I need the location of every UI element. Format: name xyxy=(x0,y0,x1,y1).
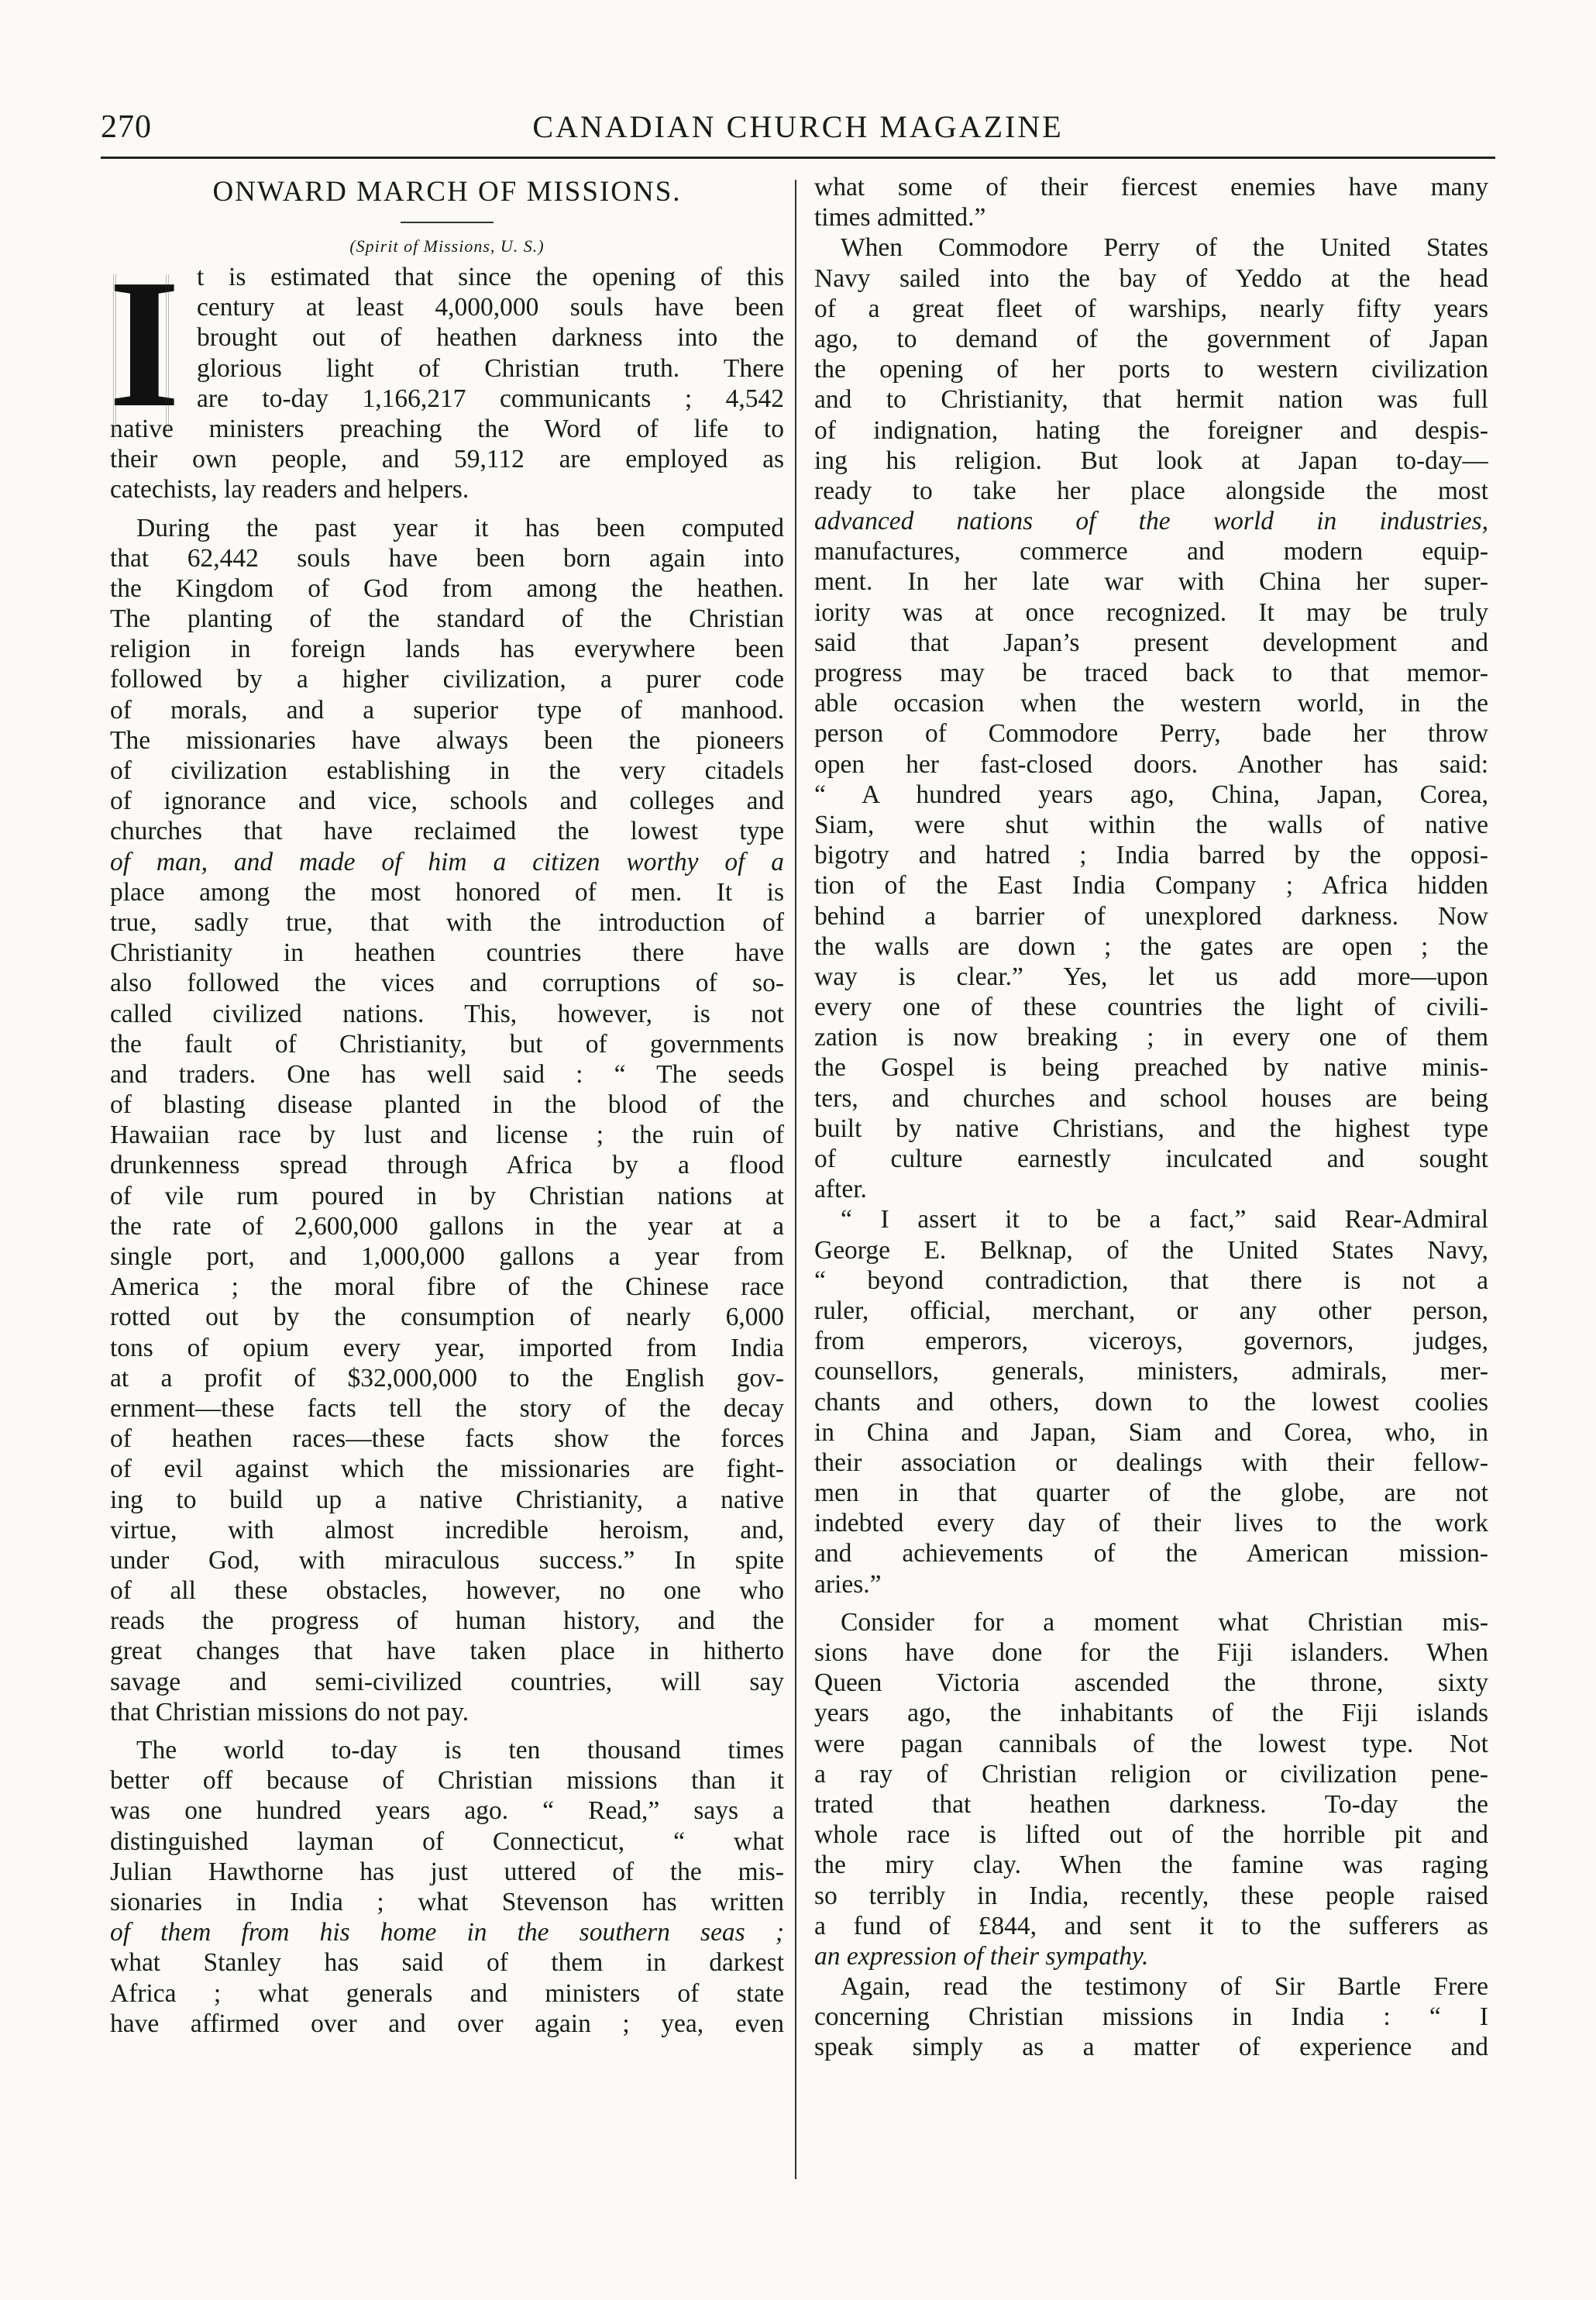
text-line: the Gospel is being preached by native minis- xyxy=(814,1053,1488,1083)
text-line: men in that quarter of the globe, are not xyxy=(814,1479,1488,1508)
text-line: every one of these countries the light of civili- xyxy=(814,993,1488,1022)
text-line: and to Christianity, that hermit nation was full xyxy=(814,385,1488,415)
drop-cap-letter: I xyxy=(108,242,181,446)
right-column xyxy=(814,172,1488,2063)
header-rule xyxy=(101,157,1495,159)
text-line: progress may be traced back to that memor- xyxy=(814,659,1488,687)
text-line: said that Japan’s present development and xyxy=(814,628,1488,657)
text-line: Siam, were shut within the walls of native xyxy=(814,810,1488,839)
text-line: after. xyxy=(814,1175,867,1204)
page-header xyxy=(101,108,1495,155)
text-line: great changes that have taken place in hitherto xyxy=(110,1637,784,1666)
text-line: were pagan cannibals of the lowest type. Not xyxy=(814,1729,1488,1758)
text-line: built by native Christians, and the highest type xyxy=(814,1114,1488,1143)
text-line: native ministers preaching the Word of life to xyxy=(110,414,784,443)
text-line: a fund of £844, and sent it to the sufferers as xyxy=(814,1911,1488,1940)
text-line: a ray of Christian religion or civilization pene- xyxy=(814,1759,1488,1789)
text-line: of a great fleet of warships, nearly fifty years xyxy=(814,294,1488,323)
right-column-text xyxy=(814,172,1488,2063)
text-line: century at least 4,000,000 souls have been xyxy=(197,293,784,322)
text-line: of all these obstacles, however, no one who xyxy=(110,1576,784,1606)
text-line: years ago, the inhabitants of the Fiji islands xyxy=(814,1699,1488,1728)
text-line: are to-day 1,166,217 communicants ; 4,542 xyxy=(197,384,784,413)
text-line: the opening of her ports to western civilization xyxy=(814,355,1488,384)
text-line: what some of their fiercest enemies have many xyxy=(814,173,1488,201)
text-line: their own people, and 59,112 are employed as xyxy=(110,445,784,474)
text-line: so terribly in India, recently, these people raised xyxy=(814,1881,1488,1910)
text-line: of morals, and a superior type of manhood. xyxy=(110,695,784,725)
left-column-text xyxy=(110,262,784,2039)
text-line: of vile rum poured in by Christian nations at xyxy=(110,1181,784,1210)
text-line: that Christian missions do not pay. xyxy=(110,1697,470,1727)
text-line: able occasion when the western world, in the xyxy=(814,689,1488,718)
text-line: also followed the vices and corruptions of so- xyxy=(110,969,784,998)
text-line: “ I assert it to be a fact,” said Rear-Admiral xyxy=(841,1205,1488,1234)
text-line: trated that heathen darkness. To-day the xyxy=(814,1789,1488,1819)
text-line: of them from his home in the southern seas ; xyxy=(110,1918,784,1947)
text-line: times admitted.” xyxy=(814,203,986,232)
text-line: glorious light of Christian truth. There xyxy=(197,353,784,383)
text-line: Consider for a moment what Christian mis- xyxy=(841,1607,1488,1637)
text-line: t is estimated that since the opening of this xyxy=(197,263,784,291)
running-title: CANADIAN CHURCH MAGAZINE xyxy=(532,109,1064,144)
text-line: have affirmed over and over again ; yea, even xyxy=(110,2009,784,2038)
text-line: called civilized nations. This, however, is not xyxy=(110,999,784,1028)
drop-cap-ornament-icon xyxy=(113,274,169,433)
text-line: Navy sailed into the bay of Yeddo at the head xyxy=(814,263,1488,293)
text-line: catechists, lay readers and helpers. xyxy=(110,475,470,504)
text-line: “ beyond contradiction, that there is not a xyxy=(814,1265,1488,1295)
text-line: single port, and 1,000,000 gallons a year from xyxy=(110,1242,784,1271)
text-line: in China and Japan, Siam and Corea, who, in xyxy=(814,1417,1488,1447)
drop-cap xyxy=(108,242,181,446)
article-title: ONWARD MARCH OF MISSIONS. xyxy=(212,176,682,208)
text-line: zation is now breaking ; in every one of them xyxy=(814,1023,1488,1052)
text-line: brought out of heathen darkness into the xyxy=(197,323,784,353)
text-line: “ A hundred years ago, China, Japan, Corea, xyxy=(814,780,1488,809)
text-line: of heathen races—these facts show the forces xyxy=(110,1424,784,1454)
text-line: tons of opium every year, imported from India xyxy=(110,1333,784,1362)
text-line: America ; the moral fibre of the Chinese race xyxy=(110,1272,784,1302)
text-line: bigotry and hatred ; India barred by the opposi- xyxy=(814,841,1488,870)
text-line: religion in foreign lands has everywhere been xyxy=(110,635,784,664)
text-line: ago, to demand of the government of Japan xyxy=(814,324,1488,353)
text-line: what Stanley has said of them in darkest xyxy=(110,1948,784,1978)
text-line: Queen Victoria ascended the throne, sixty xyxy=(814,1668,1488,1698)
text-line: Hawaiian race by lust and license ; the ruin of xyxy=(110,1121,784,1150)
text-line: Julian Hawthorne has just uttered of the mis- xyxy=(110,1857,784,1886)
text-line: an expression of their sympathy. xyxy=(814,1941,1149,1971)
text-line: of evil against which the missionaries are fight- xyxy=(110,1455,784,1484)
text-line: place among the most honored of men. It is xyxy=(110,877,784,907)
paragraph-gap xyxy=(814,1599,1488,1607)
text-line: ernment—these facts tell the story of the decay xyxy=(110,1393,784,1423)
text-line: speak simply as a matter of experience and xyxy=(814,2033,1488,2062)
text-line: ing his religion. But look at Japan to-day— xyxy=(814,446,1488,475)
text-line: savage and semi-civilized countries, will say xyxy=(110,1667,784,1696)
text-line: rotted out by the consumption of nearly 6,000 xyxy=(110,1303,784,1332)
text-line: of blasting disease planted in the blood of the xyxy=(110,1090,784,1120)
text-line: better off because of Christian missions than it xyxy=(110,1766,784,1796)
text-line: that 62,442 souls have been born again into xyxy=(110,543,784,573)
text-line: ing to build up a native Christianity, a native xyxy=(110,1485,784,1514)
text-line: of indignation, hating the foreigner and despis- xyxy=(814,415,1488,445)
text-line: the Kingdom of God from among the heathen. xyxy=(110,573,784,603)
text-line: During the past year it has been computed xyxy=(136,513,784,542)
text-line: open her fast-closed doors. Another has said: xyxy=(814,749,1488,779)
text-line: at a profit of $32,000,000 to the English gov- xyxy=(110,1363,784,1393)
text-line: concerning Christian missions in India : “ I xyxy=(814,2002,1488,2032)
text-line: the fault of Christianity, but of governments xyxy=(110,1029,784,1059)
paragraph-gap xyxy=(110,505,784,513)
text-line: The missionaries have always been the pioneers xyxy=(110,725,784,755)
article-attribution: (Spirit of Missions, U. S.) xyxy=(349,236,545,256)
text-line: reads the progress of human history, and the xyxy=(110,1606,784,1636)
text-line: sions have done for the Fiji islanders. When xyxy=(814,1638,1488,1667)
text-line: manufactures, commerce and modern equip- xyxy=(814,537,1488,566)
text-line: the walls are down ; the gates are open ; the xyxy=(814,931,1488,961)
text-line: of civilization establishing in the very citadels xyxy=(110,756,784,785)
text-line: Christianity in heathen countries there have xyxy=(110,938,784,968)
text-line: of man, and made of him a citizen worthy of a xyxy=(110,847,784,876)
paragraph-gap xyxy=(110,1727,784,1735)
column-divider xyxy=(795,180,796,2179)
text-line: the rate of 2,600,000 gallons in the year at a xyxy=(110,1211,784,1241)
page-number: 270 xyxy=(101,109,152,145)
text-line: of ignorance and vice, schools and colleges and xyxy=(110,787,784,816)
text-line: indebted every day of their lives to the work xyxy=(814,1509,1488,1538)
text-line: the miry clay. When the famine was raging xyxy=(814,1851,1488,1880)
text-line: The planting of the standard of the Christian xyxy=(110,604,784,634)
text-line: of culture earnestly inculcated and sought xyxy=(814,1145,1488,1173)
text-line: counsellors, generals, ministers, admirals, mer- xyxy=(814,1357,1488,1386)
text-line: aries.” xyxy=(814,1569,882,1599)
text-line: iority was at once recognized. It may be truly xyxy=(814,597,1488,627)
text-line: under God, with miraculous success.” In spite xyxy=(110,1545,784,1575)
title-rule xyxy=(401,222,494,223)
text-line: followed by a higher civilization, a purer code xyxy=(110,665,784,694)
text-line: churches that have reclaimed the lowest type xyxy=(110,817,784,846)
left-column xyxy=(110,172,784,2039)
text-line: George E. Belknap, of the United States Navy, xyxy=(814,1235,1488,1265)
text-line: sionaries in India ; what Stevenson has written xyxy=(110,1887,784,1916)
text-line: behind a barrier of unexplored darkness. Now xyxy=(814,901,1488,931)
text-line: and traders. One has well said : “ The seeds xyxy=(110,1059,784,1089)
text-line: tion of the East India Company ; Africa hidden xyxy=(814,871,1488,900)
text-line: ment. In her late war with China her super- xyxy=(814,567,1488,597)
text-line: whole race is lifted out of the horrible pit and xyxy=(814,1820,1488,1850)
text-line: advanced nations of the world in industries, xyxy=(814,507,1488,536)
text-line: ters, and churches and school houses are being xyxy=(814,1083,1488,1113)
text-line: distinguished layman of Connecticut, “ what xyxy=(110,1827,784,1856)
text-line: ruler, official, merchant, or any other person, xyxy=(814,1296,1488,1325)
text-line: chants and others, down to the lowest coolies xyxy=(814,1387,1488,1417)
text-line: drunkenness spread through Africa by a flood xyxy=(110,1151,784,1180)
text-line: virtue, with almost incredible heroism, and, xyxy=(110,1515,784,1544)
text-line: Africa ; what generals and ministers of state xyxy=(110,1978,784,2008)
text-line: their association or dealings with their fellow- xyxy=(814,1448,1488,1477)
text-line: When Commodore Perry of the United States xyxy=(841,233,1488,263)
text-line: true, sadly true, that with the introduction of xyxy=(110,907,784,937)
text-line: and achievements of the American mission- xyxy=(814,1539,1488,1568)
text-line: way is clear.” Yes, let us add more—upon xyxy=(814,962,1488,991)
text-line: from emperors, viceroys, governors, judges, xyxy=(814,1327,1488,1356)
text-line: ready to take her place alongside the most xyxy=(814,476,1488,505)
text-line: person of Commodore Perry, bade her throw xyxy=(814,719,1488,749)
text-line: was one hundred years ago. “ Read,” says a xyxy=(110,1796,784,1826)
text-line: Again, read the testimony of Sir Bartle Frere xyxy=(841,1972,1488,2002)
text-line: The world to-day is ten thousand times xyxy=(136,1736,784,1765)
